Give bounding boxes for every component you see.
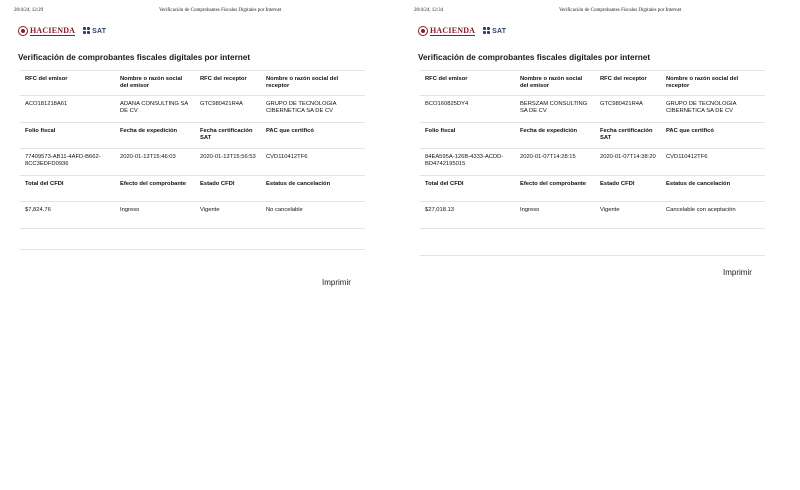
header-estado: Estado CFDI: [600, 181, 635, 187]
value-folio: 77409573-AB11-4AFD-B662-8CC3EDFD0936: [25, 154, 101, 168]
print-button[interactable]: Imprimir: [322, 278, 351, 287]
print-date: 20/4/24, 12:34: [414, 8, 444, 13]
table-row: [20, 123, 365, 149]
header-estatus-cancelacion: Estatus de cancelación: [666, 181, 731, 187]
value-total: $7,824.76: [25, 207, 51, 213]
page-title: Verificación de comprobantes fiscales digitales por internet: [18, 53, 251, 62]
header-fecha-certificacion: Fecha certificación SAT: [600, 128, 653, 142]
logos: [418, 24, 506, 38]
header-nombre-receptor: Nombre o razón social del receptor: [266, 76, 339, 90]
value-efecto: Ingreso: [520, 207, 540, 213]
sat-logo: [483, 27, 506, 35]
logos: [18, 24, 106, 38]
print-date: 20/4/24, 12:29: [14, 8, 44, 13]
header-fecha-expedicion: Fecha de expedición: [520, 128, 578, 134]
table-row: [420, 123, 765, 149]
header-nombre-emisor: Nombre o razón social del emisor: [120, 76, 183, 90]
table-row: [420, 70, 765, 96]
table-row: [20, 149, 365, 176]
divider: [20, 229, 365, 250]
value-rfc-receptor: GTC980421R4A: [600, 101, 643, 107]
value-total: $27,018.13: [425, 207, 455, 213]
page-title: Verificación de comprobantes fiscales digitales por internet: [418, 53, 651, 62]
table-row: [20, 202, 365, 229]
crest-icon: [18, 26, 28, 36]
printed-page-2: [400, 0, 800, 490]
header-efecto: Efecto del comprobante: [520, 181, 587, 187]
hacienda-logo: [418, 26, 475, 36]
print-header: [414, 8, 786, 18]
table-row: [420, 149, 765, 176]
print-title: Verificación de Comprobantes Fiscales Digitales por Internet: [159, 8, 282, 13]
header-estado: Estado CFDI: [200, 181, 235, 187]
value-estatus-cancelacion: No cancelable: [266, 207, 303, 213]
hacienda-logo-text: HACIENDA: [30, 26, 76, 35]
divider: [420, 229, 765, 256]
cfdi-table: [20, 70, 365, 250]
value-nombre-receptor: GRUPO DE TECNOLOGIA CIBERNETICA SA DE CV: [666, 101, 737, 115]
value-estado: Vigente: [600, 207, 620, 213]
value-nombre-emisor: ADANA CONSULTING SA DE CV: [120, 101, 188, 115]
header-total: Total del CFDI: [425, 181, 464, 187]
header-rfc-receptor: RFC del receptor: [200, 76, 247, 82]
table-row: [20, 70, 365, 96]
header-efecto: Efecto del comprobante: [120, 181, 187, 187]
header-total: Total del CFDI: [25, 181, 64, 187]
crest-icon: [418, 26, 428, 36]
table-row: [420, 96, 765, 123]
header-rfc-emisor: RFC del emisor: [425, 76, 468, 82]
value-efecto: Ingreso: [120, 207, 140, 213]
value-estatus-cancelacion: Cancelable con aceptación: [666, 207, 736, 213]
hacienda-logo-text: HACIENDA: [430, 26, 476, 35]
header-pac: PAC que certificó: [666, 128, 714, 134]
table-row: [20, 176, 365, 202]
header-estatus-cancelacion: Estatus de cancelación: [266, 181, 331, 187]
value-fecha-expedicion: 2020-01-13T15:46:03: [120, 154, 176, 160]
value-nombre-emisor: BERSZAM CONSULTING SA DE CV: [520, 101, 588, 115]
cfdi-table: [420, 70, 765, 256]
print-header: [14, 8, 386, 18]
header-nombre-emisor: Nombre o razón social del emisor: [520, 76, 583, 90]
header-fecha-certificacion: Fecha certificación SAT: [200, 128, 253, 142]
table-row: [420, 176, 765, 202]
sat-logo-text: SAT: [92, 27, 107, 35]
value-fecha-certificacion: 2020-01-13T15:56:53: [200, 154, 256, 160]
value-pac: CVD110412TF6: [266, 154, 308, 160]
sat-logo-text: SAT: [492, 27, 507, 35]
hacienda-logo: [18, 26, 75, 36]
sat-logo: [83, 27, 106, 35]
header-folio: Folio fiscal: [25, 128, 56, 134]
value-estado: Vigente: [200, 207, 220, 213]
value-rfc-emisor: ACO181218A61: [25, 101, 68, 107]
value-nombre-receptor: GRUPO DE TECNOLOGIA CIBERNETICA SA DE CV: [266, 101, 337, 115]
header-rfc-receptor: RFC del receptor: [600, 76, 647, 82]
value-folio: 84EA595A-126B-4333-ACDD-BD4742195015: [425, 154, 504, 168]
sat-grid-icon: [483, 27, 491, 35]
value-rfc-receptor: GTC980421R4A: [200, 101, 243, 107]
table-row: [20, 96, 365, 123]
header-folio: Folio fiscal: [425, 128, 456, 134]
header-nombre-receptor: Nombre o razón social del receptor: [666, 76, 739, 90]
print-button[interactable]: Imprimir: [723, 268, 752, 277]
header-rfc-emisor: RFC del emisor: [25, 76, 68, 82]
header-fecha-expedicion: Fecha de expedición: [120, 128, 178, 134]
print-title: Verificación de Comprobantes Fiscales Digitales por Internet: [559, 8, 682, 13]
header-pac: PAC que certificó: [266, 128, 314, 134]
value-rfc-emisor: BCO160825DY4: [425, 101, 469, 107]
value-fecha-certificacion: 2020-01-07T14:38:20: [600, 154, 656, 160]
table-row: [420, 202, 765, 229]
value-fecha-expedicion: 2020-01-07T14:28:15: [520, 154, 576, 160]
value-pac: CVD110412TF6: [666, 154, 708, 160]
sat-grid-icon: [83, 27, 91, 35]
